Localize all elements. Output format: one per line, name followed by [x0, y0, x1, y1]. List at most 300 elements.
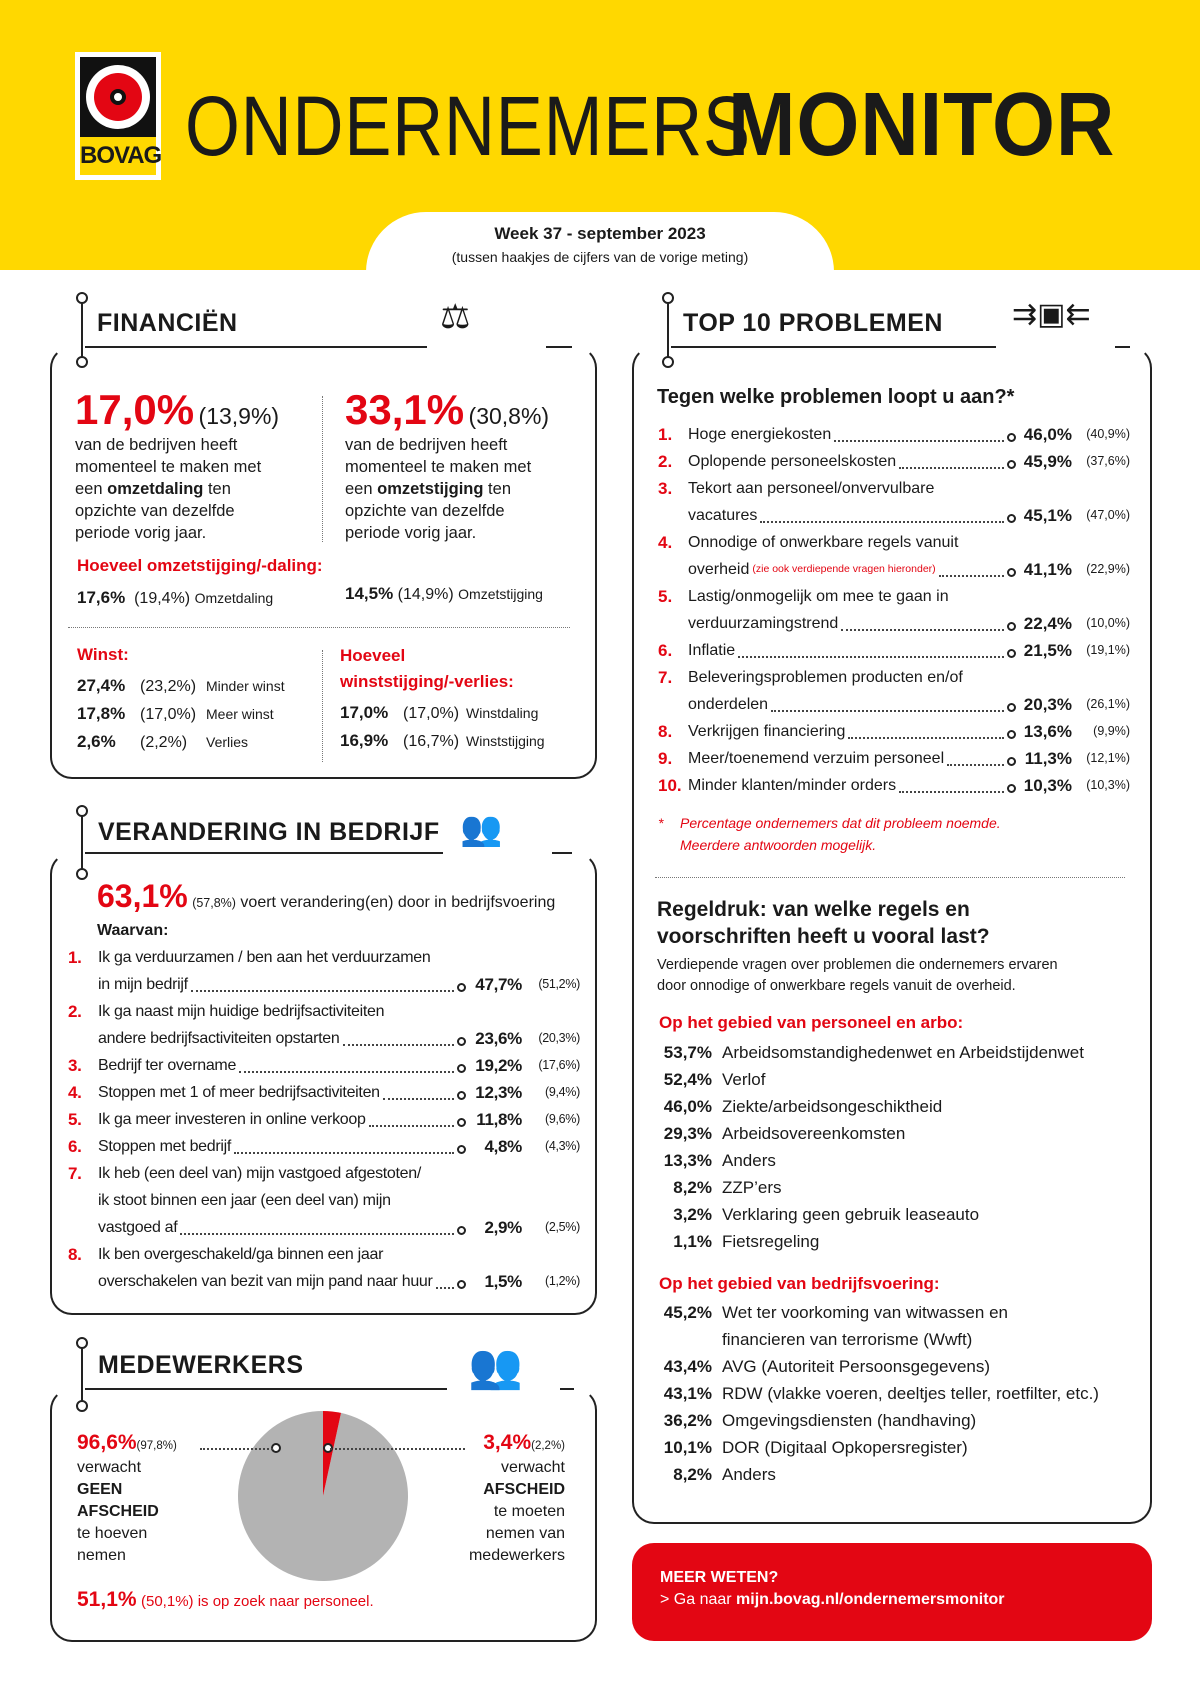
text: medewerkers [468, 1547, 565, 1564]
item-text: overheid [688, 561, 750, 578]
item-last-line [688, 691, 1130, 718]
pct: 33,1% [345, 386, 465, 433]
circle-marker-icon [457, 983, 466, 992]
omzet-row [77, 584, 273, 612]
item-text: Minder klanten/minder orders [688, 777, 897, 794]
item-text: Hoge energiekosten [688, 426, 832, 443]
omzet-row [345, 580, 543, 608]
item-value: 2,9% [484, 1218, 522, 1237]
item-prev-value: (22,9%) [1086, 562, 1130, 576]
pct: 27,4% [77, 676, 126, 695]
rule-label: Omgevingsdiensten (handhaving) [722, 1411, 977, 1430]
list-item [68, 1079, 580, 1106]
text: opzichte van dezelfde [345, 502, 505, 520]
item-text: in mijn bedrijf [98, 976, 188, 993]
rule-label-wrap [722, 1174, 782, 1201]
item-prev-value: (10,3%) [1086, 778, 1130, 792]
text: (50,1%) is op zoek naar personeel. [141, 1593, 374, 1610]
rule-label-wrap [722, 1039, 1084, 1066]
label: Minder winst [206, 678, 285, 694]
item-value: 22,4% [1023, 614, 1072, 633]
item-last-line [688, 502, 1130, 529]
item-number: 8. [658, 722, 673, 741]
rule-label: DOR (Digitaal Opkopersregister) [722, 1438, 968, 1457]
item-value: 11,8% [476, 1110, 522, 1129]
label: Omzetdaling [194, 590, 274, 606]
item-body [688, 529, 1130, 583]
item-prev-value: (26,1%) [1086, 697, 1130, 711]
dot-leader [939, 575, 1004, 577]
item-number: 9. [658, 749, 673, 768]
rule-pct: 36,2% [663, 1411, 712, 1430]
text: nemen [77, 1547, 126, 1564]
rule-pct: 43,4% [663, 1357, 712, 1376]
prev: (2,2%) [140, 734, 188, 751]
item-text: Ik heb (een deel van) mijn vastgoed afgestoten/ [98, 1165, 422, 1182]
rule-label: Fietsregeling [722, 1232, 820, 1251]
item-last-line [98, 1052, 580, 1079]
dot-leader [848, 737, 1004, 739]
bedrijf-heading: Op het gebied van bedrijfsvoering: [659, 1274, 940, 1293]
item-body [98, 1241, 580, 1295]
circle-marker-icon [1007, 784, 1016, 793]
item-body [688, 583, 1130, 637]
rule-label-wrap [722, 1066, 765, 1093]
rule-pct: 53,7% [663, 1043, 712, 1062]
item-number: 5. [68, 1110, 82, 1129]
text: verwacht [77, 1459, 142, 1476]
rule-item [650, 1147, 1140, 1174]
pct: 17,6% [77, 588, 126, 607]
text: momenteel te maken met [345, 458, 532, 476]
list-item [658, 529, 1130, 583]
text: omzetstijging [377, 480, 484, 498]
circle-marker-icon [1007, 730, 1016, 739]
item-body [98, 1052, 580, 1079]
prev: (2,2%) [531, 1440, 565, 1452]
item-prev-value: (4,3%) [544, 1139, 580, 1153]
item-body [98, 944, 580, 998]
divider [546, 346, 572, 348]
item-number: 4. [658, 533, 673, 552]
leader [200, 1448, 273, 1450]
item-prev-value: (10,0%) [1086, 616, 1130, 630]
text: GEEN [77, 1481, 123, 1498]
text: voert verandering(en) door in bedrijfsvoering [240, 894, 556, 911]
text: periode vorig jaar. [345, 524, 477, 542]
rule-label: Verlof [722, 1070, 766, 1089]
item-number: 3. [68, 1056, 82, 1075]
item-value: 11,3% [1024, 749, 1072, 768]
item-text: Verkrijgen financiering [688, 723, 846, 740]
pct: 51,1% [77, 1588, 137, 1611]
item-text: Bedrijf ter overname [98, 1057, 237, 1074]
dot-leader [760, 521, 1004, 523]
dot-leader [947, 764, 1004, 766]
bovag-logo [75, 52, 161, 180]
circle-marker-icon [457, 1280, 466, 1289]
item-prev-value: (17,6%) [538, 1058, 580, 1072]
list-item [658, 637, 1130, 664]
rule-label: Arbeidsovereenkomsten [722, 1124, 906, 1143]
item-body [688, 475, 1130, 529]
list-item [68, 1106, 580, 1133]
top10-list [658, 421, 1130, 799]
rule-pct: 46,0% [663, 1097, 712, 1116]
item-text: Stoppen met bedrijf [98, 1138, 232, 1155]
circle-marker-icon [457, 1064, 466, 1073]
dot-leader [343, 1044, 455, 1046]
date-tab [366, 212, 834, 282]
item-last-line [688, 718, 1130, 745]
text: omzetdaling [107, 480, 204, 498]
item-last-line [688, 448, 1130, 475]
verandering-summary [97, 878, 555, 915]
item-prev-value: (9,6%) [544, 1112, 580, 1126]
rule-pct: 52,4% [663, 1070, 712, 1089]
winst-verlies-heading [340, 643, 514, 695]
item-body [688, 664, 1130, 718]
item-last-line [98, 1268, 580, 1295]
pct: 3,4% [483, 1431, 532, 1454]
regeldruk-title [657, 896, 990, 950]
item-prev-value: (9,9%) [1093, 724, 1130, 738]
item-text: overschakelen van bezit van mijn pand naar huur [98, 1273, 433, 1290]
item-prev-value: (47,0%) [1086, 508, 1130, 522]
item-number: 5. [658, 587, 673, 606]
winst-list [77, 672, 285, 756]
rule-pct: 1,1% [673, 1232, 712, 1251]
winst-heading: Winst: [77, 645, 129, 664]
rule-item [650, 1407, 1145, 1434]
item-number: 6. [658, 641, 673, 660]
cta-prefix: > Ga naar [660, 1591, 737, 1608]
footnote [658, 812, 1001, 856]
rule-pct: 13,3% [663, 1151, 712, 1170]
item-number: 2. [658, 452, 673, 471]
item-body [688, 637, 1130, 664]
item-number: 6. [68, 1137, 82, 1156]
text: opzichte van dezelfde [75, 502, 235, 520]
geen-afscheid-label [77, 1432, 227, 1567]
item-value: 12,3% [475, 1083, 522, 1102]
item-value: 23,6% [475, 1029, 522, 1048]
stat-row [340, 727, 545, 755]
item-prev-value: (20,3%) [538, 1031, 580, 1045]
item-value: 1,5% [484, 1272, 522, 1291]
dot-leader [771, 710, 1004, 712]
divider [322, 650, 323, 762]
divider [655, 877, 1125, 878]
prev: (97,8%) [136, 1440, 177, 1452]
pct: 17,0% [340, 703, 389, 722]
pct: 16,9% [340, 731, 389, 750]
logo-text: BOVAG [80, 137, 156, 175]
item-text: Lastig/onmogelijk om mee te gaan in [688, 588, 949, 605]
rule-label-wrap [722, 1147, 776, 1174]
rule-label-wrap [722, 1093, 942, 1120]
text: AFSCHEID [483, 1481, 565, 1498]
list-item [68, 1241, 580, 1295]
prev-pct: (30,8%) [468, 403, 550, 429]
list-item [658, 583, 1130, 637]
item-value: 21,5% [1023, 641, 1072, 660]
rule-item [650, 1201, 1140, 1228]
prev: (19,4%) [134, 590, 191, 607]
rule-label: Ziekte/arbeidsongeschiktheid [722, 1097, 943, 1116]
rule-item [650, 1039, 1140, 1066]
list-item [658, 664, 1130, 718]
item-body [98, 1133, 580, 1160]
rule-label-wrap [722, 1120, 905, 1147]
pct: 2,6% [77, 732, 116, 751]
item-body [98, 1106, 580, 1133]
item-number: 7. [658, 668, 673, 687]
stat-row [340, 699, 545, 727]
text: verwacht [500, 1459, 565, 1476]
item-prev-value: (51,2%) [538, 977, 580, 991]
item-prev-value: (9,4%) [544, 1085, 580, 1099]
item-body [688, 718, 1130, 745]
rule-item [650, 1353, 1145, 1380]
item-text: Ik ga meer investeren in online verkoop [98, 1111, 366, 1128]
personeel-heading: Op het gebied van personeel en arbo: [659, 1013, 964, 1032]
divider [560, 1388, 574, 1390]
rule-item [650, 1461, 1145, 1488]
item-text: Ik ga verduurzamen / ben aan het verduurzamen [98, 949, 431, 966]
divider [552, 852, 572, 854]
item-last-line [688, 772, 1130, 799]
text: te moeten [493, 1503, 565, 1520]
item-prev-value: (37,6%) [1086, 454, 1130, 468]
item-number: 3. [658, 479, 673, 498]
label: Winstdaling [466, 705, 539, 721]
item-value: 45,9% [1023, 452, 1072, 471]
item-text: Stoppen met 1 of meer bedrijfsactiviteiten [98, 1084, 380, 1101]
rule-label-wrap [722, 1353, 990, 1380]
text: ten [483, 480, 511, 498]
circle-marker-icon [457, 1037, 466, 1046]
item-text: Inflatie [688, 642, 736, 659]
circle-marker-icon [1007, 460, 1016, 469]
waarvan-label: Waarvan: [97, 922, 169, 939]
cta-link-row [660, 1591, 1124, 1609]
text: van de bedrijven heeft [75, 436, 238, 454]
dot-leader [899, 791, 1004, 793]
item-text: Ik ga naast mijn huidige bedrijfsactiviteiten [98, 1003, 385, 1020]
rule-label: Wet ter voorkoming van witwassen en [722, 1303, 1008, 1322]
rule-item [650, 1120, 1140, 1147]
pie-chart [237, 1410, 409, 1582]
label: Winststijging [466, 733, 545, 749]
prev-pct: (13,9%) [198, 403, 280, 429]
header-note: (tussen haakjes de cijfers van de vorige meting) [451, 249, 749, 265]
stat-row [77, 672, 285, 700]
rule-pct: 43,1% [663, 1384, 712, 1403]
item-note: (zie ook verdiepende vragen hieronder) [752, 563, 936, 575]
meer-weten-banner [632, 1543, 1152, 1641]
item-body [98, 1160, 580, 1241]
circle-marker-icon [1007, 757, 1016, 766]
item-body [688, 772, 1130, 799]
list-item [68, 1133, 580, 1160]
text: door onnodige of onwerkbare regels vanuit de overheid. [657, 978, 1016, 994]
item-text: onderdelen [688, 696, 769, 713]
rule-pct: 3,2% [673, 1205, 712, 1224]
item-value: 13,6% [1023, 722, 1072, 741]
dot-leader [834, 440, 1004, 442]
divider [322, 396, 323, 542]
dot-leader [234, 1152, 454, 1154]
section-title-top10: TOP 10 PROBLEMEN [683, 309, 943, 337]
week-label: Week 37 - september 2023 [494, 224, 706, 243]
item-value: 45,1% [1023, 506, 1072, 525]
item-prev-value: (2,5%) [544, 1220, 580, 1234]
list-item [68, 998, 580, 1052]
section-title-financien: FINANCIËN [97, 309, 238, 337]
text: periode vorig jaar. [75, 524, 207, 542]
prev: (17,0%) [140, 706, 197, 723]
rule-pct: 8,2% [673, 1465, 712, 1484]
item-text: Onnodige of onwerkbare regels vanuit [688, 534, 959, 551]
list-item [68, 1160, 580, 1241]
item-text: Oplopende personeelskosten [688, 453, 897, 470]
text: een [75, 480, 108, 498]
personeel-zoeken [77, 1588, 374, 1612]
winst-verlies-list [340, 699, 545, 755]
rule-label: financieren van terrorisme (Wwft) [722, 1330, 973, 1349]
title-light: ONDERNEMERS [185, 79, 751, 173]
item-text: Meer/toenemend verzuim personeel [688, 750, 945, 767]
item-body [98, 1079, 580, 1106]
item-text: ik stoot binnen een jaar (een deel van) mijn [98, 1192, 391, 1209]
verandering-list [68, 944, 580, 1295]
item-last-line [98, 1133, 580, 1160]
dot-leader [436, 1287, 454, 1289]
star: * [658, 815, 664, 831]
rule-pct: 45,2% [663, 1303, 712, 1322]
rule-label: ZZP’ers [722, 1178, 782, 1197]
item-last-line [98, 1106, 580, 1133]
rule-item [650, 1174, 1140, 1201]
text: voorschriften heeft u vooral last? [657, 925, 990, 948]
prev: (14,9%) [397, 586, 454, 603]
item-value: 41,1% [1023, 560, 1072, 579]
rule-label: RDW (vlakke voeren, deeltjes teller, roetfilter, etc.) [722, 1384, 1099, 1403]
cta-link[interactable]: mijn.bovag.nl/ondernemersmonitor [736, 1591, 1005, 1608]
rule-item [650, 1066, 1140, 1093]
list-item [68, 944, 580, 998]
text: Verdiepende vragen over problemen die ondernemers ervaren [657, 957, 1058, 973]
item-last-line [98, 1214, 580, 1241]
rule-item [650, 1228, 1140, 1255]
item-number: 1. [658, 425, 673, 444]
label: Meer winst [206, 706, 274, 722]
label: Verlies [206, 734, 249, 750]
rule-label: AVG (Autoriteit Persoonsgegevens) [722, 1357, 991, 1376]
item-value: 4,8% [484, 1137, 522, 1156]
item-last-line [98, 971, 580, 998]
list-item [658, 718, 1130, 745]
omzetdaling-block [75, 386, 305, 544]
item-value: 19,2% [475, 1056, 522, 1075]
dot-leader [369, 1125, 454, 1127]
item-last-line [688, 610, 1130, 637]
list-item [68, 1052, 580, 1079]
rule-label-wrap [722, 1434, 968, 1461]
rule-label-wrap [722, 1228, 819, 1255]
circle-marker-icon [1007, 649, 1016, 658]
circle-marker-icon [457, 1118, 466, 1127]
stat-row [77, 700, 285, 728]
dot-leader [738, 656, 1004, 658]
item-text: andere bedrijfsactiviteiten opstarten [98, 1030, 340, 1047]
pct: 63,1% [97, 878, 188, 914]
circle-marker-icon [1007, 568, 1016, 577]
pct: 14,5% [345, 584, 394, 603]
text: momenteel te maken met [75, 458, 262, 476]
item-text: Ik ben overgeschakeld/ga binnen een jaar [98, 1246, 384, 1263]
top10-question: Tegen welke problemen loopt u aan?* [657, 386, 1015, 408]
text: te hoeven [77, 1525, 148, 1542]
section-title-verandering: VERANDERING IN BEDRIJF [98, 818, 440, 846]
rule-item [650, 1299, 1145, 1353]
item-last-line [98, 1025, 580, 1052]
dot-leader [180, 1233, 454, 1235]
bedrijf-list [650, 1299, 1145, 1488]
list-item [658, 772, 1130, 799]
item-number: 10. [658, 776, 682, 795]
text: winststijging/-verlies: [340, 672, 514, 691]
pct: 96,6% [77, 1431, 137, 1454]
marker-geen-icon [272, 1444, 280, 1452]
pct: 17,8% [77, 704, 126, 723]
item-text: vastgoed af [98, 1219, 178, 1236]
euro-scale-icon: ⚖ [440, 298, 471, 336]
item-number: 4. [68, 1083, 82, 1102]
rule-label-wrap [722, 1407, 976, 1434]
list-item [658, 448, 1130, 475]
prev: (57,8%) [192, 896, 236, 910]
circle-marker-icon [457, 1091, 466, 1100]
circle-marker-icon [1007, 703, 1016, 712]
item-last-line [688, 745, 1130, 772]
rule-label-wrap [722, 1299, 1008, 1353]
text: Hoeveel [340, 646, 406, 665]
dot-leader [239, 1071, 454, 1073]
personeel-list [650, 1039, 1140, 1255]
item-prev-value: (19,1%) [1086, 643, 1130, 657]
item-value: 10,3% [1023, 776, 1072, 795]
omzetstijging-block [345, 386, 585, 544]
rule-label-wrap [722, 1201, 979, 1228]
text: van de bedrijven heeft [345, 436, 508, 454]
item-text: Beleveringsproblemen producten en/of [688, 669, 963, 686]
text: nemen van [485, 1525, 565, 1542]
text: AFSCHEID [77, 1503, 159, 1520]
rule-label: Arbeidsomstandighedenwet en Arbeidstijdenwet [722, 1043, 1084, 1062]
stat-row [77, 728, 285, 756]
circle-marker-icon [1007, 514, 1016, 523]
item-number: 1. [68, 948, 82, 967]
item-value: 20,3% [1023, 695, 1072, 714]
list-item [658, 421, 1130, 448]
circle-marker-icon [1007, 433, 1016, 442]
rule-pct: 10,1% [663, 1438, 712, 1457]
dot-leader [899, 467, 1004, 469]
circle-marker-icon [457, 1226, 466, 1235]
people-money-hand-icon: 👥 [460, 810, 503, 848]
